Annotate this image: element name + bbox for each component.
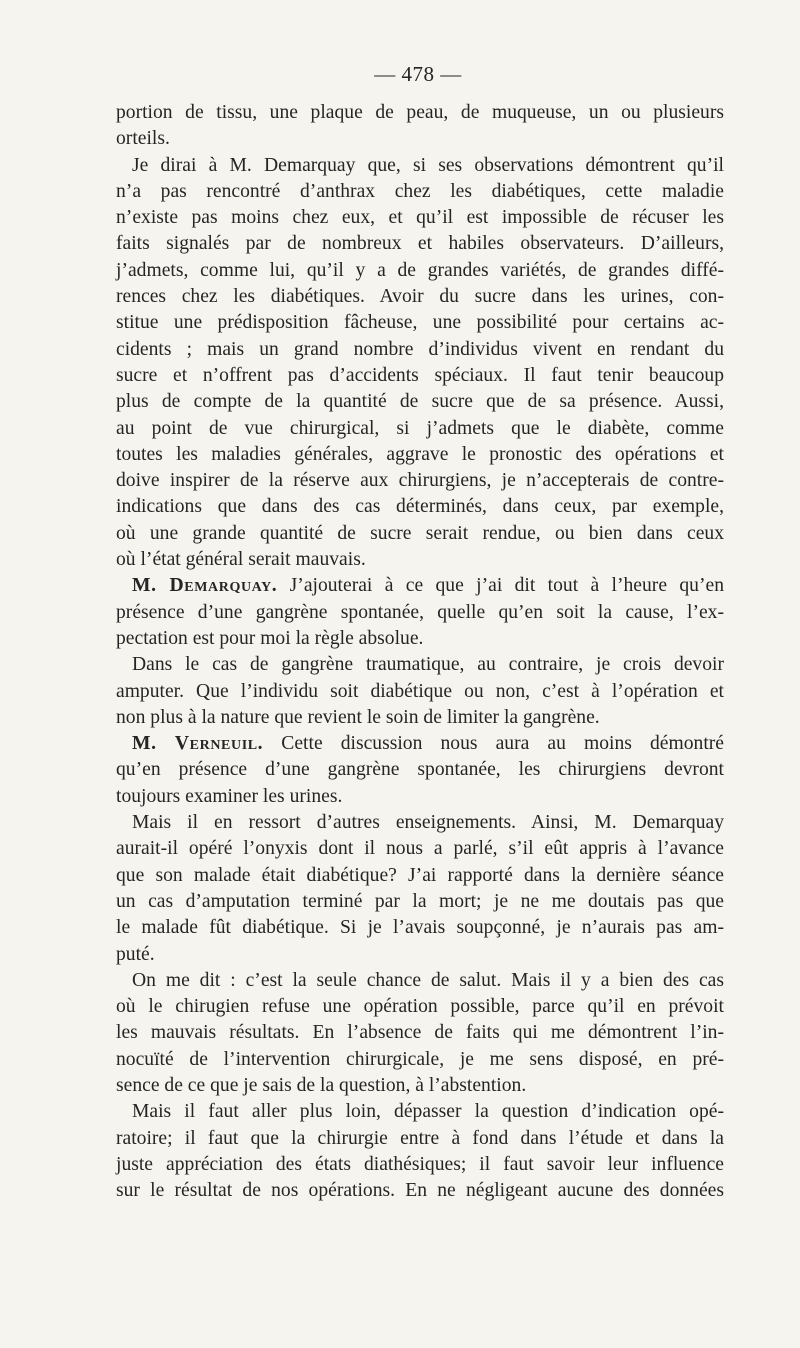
text-line: Dans le cas de gangrène traumatique, au contraire, je crois devoir: [132, 654, 724, 676]
line-text: J’ajouterai à ce que j’ai dit tout à l’heure qu’en: [277, 575, 724, 597]
text-line: Mais il faut aller plus loin, dépasser la question d’indication opé-: [132, 1101, 724, 1123]
body-text: [116, 100, 724, 1204]
text-line: où l’état général serait mauvais.: [116, 549, 366, 571]
text-line: doive inspirer de la réserve aux chirurgiens, je n’accepterais de contre-: [116, 470, 724, 492]
text-line: [116, 573, 724, 599]
text-line: amputer. Que l’individu soit diabétique ou non, c’est à l’opération et: [116, 680, 724, 702]
text-line: Mais il en ressort d’autres enseignements. Ainsi, M. Demarquay: [132, 812, 724, 834]
text-line: où le chirugien refuse une opération possible, parce qu’il en prévoit: [116, 996, 724, 1018]
text-line: plus de compte de la quantité de sucre que de sa présence. Aussi,: [116, 391, 724, 413]
text-line: n’a pas rencontré d’anthrax chez les diabétiques, cette maladie: [116, 180, 724, 202]
text-line: au point de vue chirurgical, si j’admets que le diabète, comme: [116, 417, 724, 439]
text-line: présence d’une gangrène spontanée, quelle qu’en soit la cause, l’ex-: [116, 601, 724, 623]
text-line: [116, 731, 724, 757]
text-line: j’admets, comme lui, qu’il y a de grandes variétés, de grandes diffé-: [116, 259, 724, 281]
text-line: juste appréciation des états diathésiques; il faut savoir leur influence: [116, 1153, 724, 1175]
text-line: pectation est pour moi la règle absolue.: [116, 627, 424, 649]
text-line: que son malade était diabétique? J’ai rapporté dans la dernière séance: [116, 864, 724, 886]
text-line: portion de tissu, une plaque de peau, de muqueuse, un ou plusieurs: [116, 102, 724, 123]
text-line: non plus à la nature que revient le soin de limiter la gangrène.: [116, 706, 600, 728]
text-line: qu’en présence d’une gangrène spontanée, les chirurgiens devront: [116, 759, 724, 781]
text-line: les mauvais résultats. En l’absence de faits qui me démontrent l’in-: [116, 1022, 724, 1044]
text-line: toutes les maladies générales, aggrave le pronostic des opérations et: [116, 443, 724, 465]
text-line: orteils.: [116, 128, 170, 150]
text-line: rences chez les diabétiques. Avoir du sucre dans les urines, con-: [116, 286, 724, 308]
text-line: On me dit : c’est la seule chance de salut. Mais il y a bien des cas: [132, 969, 724, 991]
text-line: le malade fût diabétique. Si je l’avais soupçonné, je n’aurais pas am-: [116, 917, 724, 939]
text-line: nocuïté de l’intervention chirurgicale, je me sens disposé, en pré-: [116, 1048, 724, 1070]
text-line: toujours examiner les urines.: [116, 785, 343, 807]
page-number: — 478 —: [374, 62, 462, 86]
text-line: ratoire; il faut que la chirurgie entre à fond dans l’étude et dans la: [116, 1127, 724, 1149]
speaker-name: M. Verneuil.: [132, 733, 264, 755]
text-line: sur le résultat de nos opérations. En ne négligeant aucune des données: [116, 1180, 724, 1202]
speaker-name: M. Demarquay.: [132, 575, 278, 597]
text-line: faits signalés par de nombreux et habiles observateurs. D’ailleurs,: [116, 233, 724, 255]
text-line: sucre et n’offrent pas d’accidents spéciaux. Il faut tenir beaucoup: [116, 364, 724, 386]
text-line: un cas d’amputation terminé par la mort; je ne me doutais pas que: [116, 890, 724, 912]
text-line: cidents ; mais un grand nombre d’individus vivent en rendant du: [116, 338, 724, 360]
text-line: indications que dans des cas déterminés, dans ceux, par exemple,: [116, 496, 724, 518]
text-line: Je dirai à M. Demarquay que, si ses observations démontrent qu’il: [132, 154, 724, 176]
text-line: sence de ce que je sais de la question, à l’abstention.: [116, 1074, 527, 1096]
text-line: stitue une prédisposition fâcheuse, une possibilité pour certains ac-: [116, 312, 724, 334]
text-line: n’existe pas moins chez eux, et qu’il est impossible de récuser les: [116, 207, 724, 229]
text-line: où une grande quantité de sucre serait rendue, ou bien dans ceux: [116, 522, 724, 544]
line-text: Cette discussion nous aura au moins démontré: [263, 733, 724, 755]
text-line: puté.: [116, 943, 155, 965]
text-line: aurait-il opéré l’onyxis dont il nous a parlé, s’il eût appris à l’avance: [116, 838, 724, 860]
